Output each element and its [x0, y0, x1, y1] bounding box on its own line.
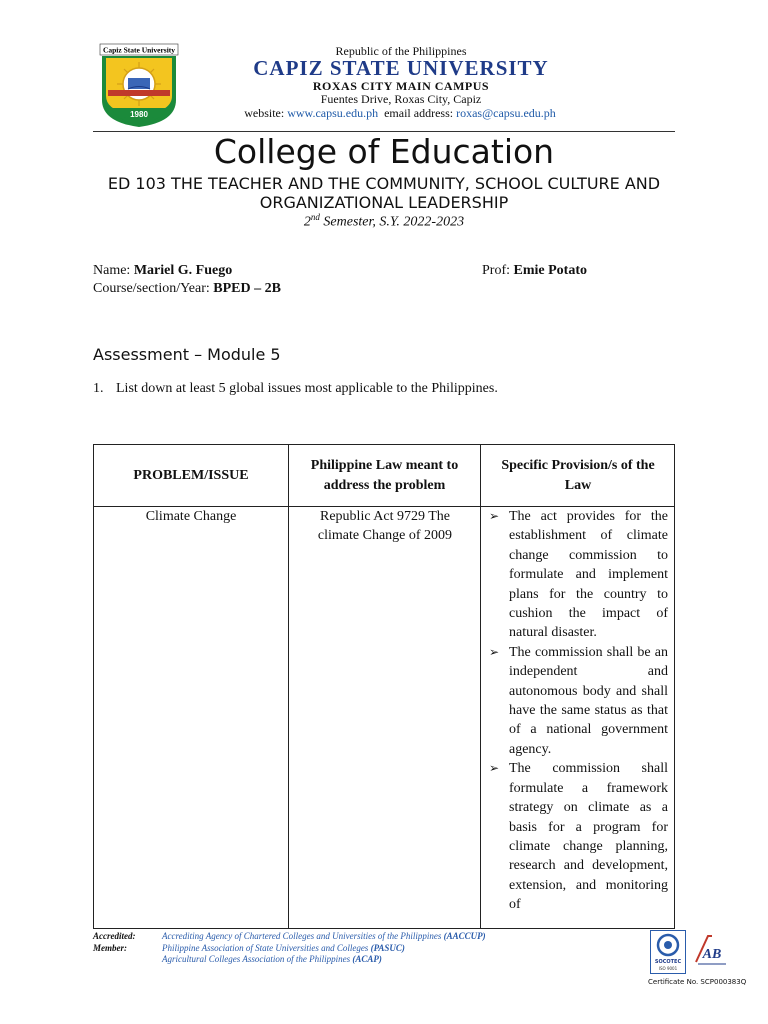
professor-line: [482, 263, 587, 279]
assessment-heading: Assessment – Module 5: [93, 345, 281, 364]
email-link[interactable]: roxas@capsu.edu.ph: [456, 106, 556, 120]
campus-name: ROXAS CITY MAIN CAMPUS: [312, 79, 490, 93]
campus-address: Fuentes Drive, Roxas City, Capiz: [320, 92, 482, 106]
list-item: ➢ The act provides for the establishment of climate change commission to formulate and implement plans for the country to cushion the impact of natural disaster.: [489, 509, 668, 641]
footer-labels: [93, 931, 135, 954]
college-title: College of Education: [213, 132, 555, 171]
question-1: [93, 381, 498, 397]
accredited-label: Accredited:: [93, 931, 136, 941]
header-problem: PROBLEM/ISSUE: [133, 467, 249, 483]
student-name: Mariel G. Fuego: [133, 263, 233, 278]
contact-line: [200, 106, 600, 121]
column-divider: [288, 445, 289, 928]
republic-line: Republic of the Philippines: [335, 44, 467, 58]
svg-text:AB: AB: [702, 947, 722, 962]
ab-accreditation-logo-icon: [692, 932, 730, 972]
member-label: Member:: [93, 942, 127, 953]
course-label: Course/section/Year:: [93, 281, 214, 296]
website-link[interactable]: www.capsu.edu.ph: [287, 106, 379, 120]
cell-provisions: [487, 507, 668, 915]
svg-text:1980: 1980: [130, 110, 148, 119]
affiliation-aaccup: Accrediting Agency of Chartered Colleges and Universities of the Philippines (AACCUP): [162, 931, 486, 941]
website-label: website:: [244, 106, 285, 120]
university-seal-logo: [98, 42, 180, 128]
socotec-iso-badge-icon: [650, 930, 686, 974]
svg-text:ISO 9001: ISO 9001: [658, 966, 678, 971]
affiliation-acap: Agricultural Colleges Association of the Philippines (ACAP): [162, 954, 382, 964]
arrow-bullet-icon: ➢: [489, 761, 500, 776]
header-law: Philippine Law meant to address the problem: [310, 457, 459, 493]
svg-text:SOCOTEC: SOCOTEC: [654, 959, 682, 965]
list-item: ➢ The commission shall formulate a framework strategy on climate as a basis for a program for climate change planning, research and development, extension, and monitoring of: [489, 761, 668, 913]
university-name: CAPIZ STATE UNIVERSITY: [253, 56, 549, 80]
arrow-bullet-icon: ➢: [489, 644, 500, 659]
question-text: List down at least 5 global issues most applicable to the Philippines.: [116, 381, 498, 396]
column-divider: [480, 445, 481, 928]
question-number: 1.: [93, 381, 104, 396]
certificate-number: Certificate No. SCP000383Q: [648, 978, 747, 986]
cell-problem: Climate Change: [145, 509, 237, 524]
professor-name: Emie Potato: [513, 263, 587, 278]
issues-table: [93, 444, 675, 929]
list-item: ➢ The commission shall be an independent and autonomous body and shall have the same status as that of a national government agency.: [489, 644, 668, 757]
name-label: Name:: [93, 263, 134, 278]
email-label: email address:: [384, 106, 454, 120]
course-title: ED 103 THE TEACHER AND THE COMMUNITY, SCHOOL CULTURE AND ORGANIZATIONAL LEADERSHIP: [107, 174, 661, 212]
header-provisions: Specific Provision/s of the Law: [501, 457, 655, 493]
course-section: BPED – 2B: [213, 281, 281, 296]
student-name-line: [93, 263, 232, 279]
footer-affiliations: [162, 931, 486, 966]
course-section-line: [93, 281, 281, 297]
affiliation-pasuc: Philippine Association of State Universities and Colleges (PASUC): [162, 942, 405, 953]
arrow-bullet-icon: ➢: [489, 509, 500, 523]
semester-line: 2nd Semester, S.Y. 2022-2023: [303, 212, 465, 230]
provisions-list: [487, 507, 668, 915]
cell-law: Republic Act 9729 The climate Change of 2009: [317, 509, 453, 544]
svg-text:Capiz State University: Capiz State University: [102, 45, 176, 55]
prof-label: Prof:: [482, 263, 514, 278]
